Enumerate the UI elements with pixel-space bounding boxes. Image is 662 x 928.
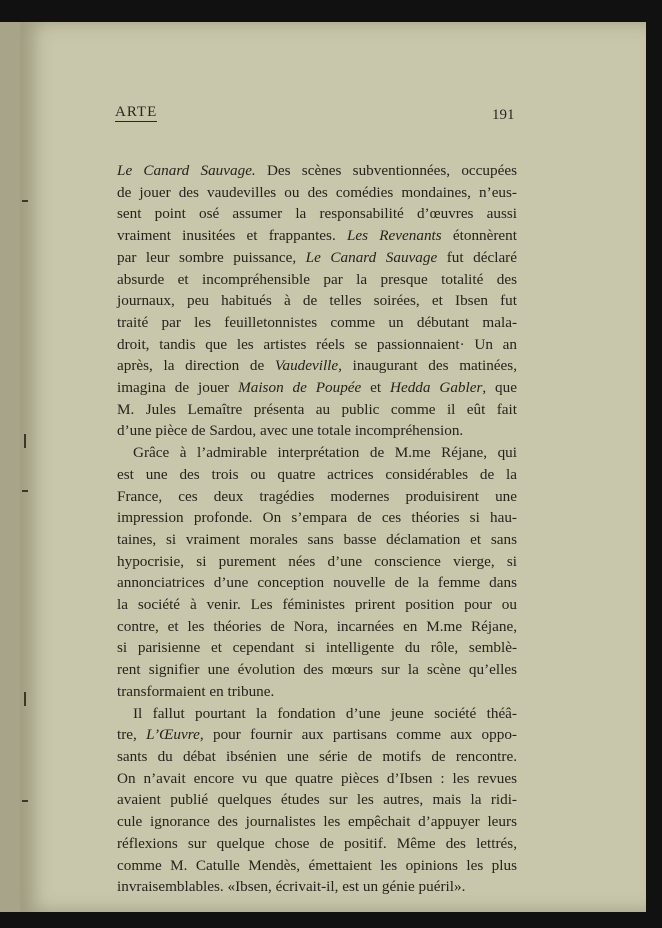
text-run: étonnèrent [441,227,517,245]
margin-mark [22,200,28,202]
text-line [117,160,517,182]
text-run: transformaient en tribune. [117,682,275,700]
text-run: tre, [117,726,147,744]
text-run: M. Jules Lemaître présenta au public comme il eût fait [117,400,517,418]
italic-title: Hedda Gabler [390,379,483,397]
text-line [117,746,517,768]
margin-mark [24,692,26,706]
text-run: traité par les feuilletonnistes comme un débutant mala- [117,313,517,331]
text-line [117,637,517,659]
text-run: On n’avait encore vu que quatre pièces d’Ibsen : les revues [117,769,517,787]
text-line [117,420,517,442]
text-run: après, la direction de [117,357,275,375]
text-run: de jouer des vaudevilles ou des comédies mondaines, n’eus- [117,183,517,201]
text-line [117,724,517,746]
text-line [117,529,517,551]
text-run: comme M. Catulle Mendès, émettaient les opinions les plus [117,856,517,874]
text-line [117,616,517,638]
text-run: absurde et incompréhensible par la presque totalité des [117,270,517,288]
text-line [117,594,517,616]
italic-title: Les Revenants [346,227,442,245]
text-line [117,855,517,877]
text-line [117,182,517,204]
text-run: Il fallut pourtant la fondation d’une jeune société théâ- [133,704,517,722]
text-run: contre, et les théories de Nora, incarnées en M.me Réjane, [117,617,517,635]
text-line [117,811,517,833]
text-line [117,507,517,529]
text-line [117,312,517,334]
text-line [117,789,517,811]
text-run: la société à venir. Les féministes prirent position pour ou [117,596,517,614]
text-run: impression profonde. On s’empara de ces théories si hau- [117,509,517,527]
text-run: Grâce à l’admirable interprétation de M.me Réjane, qui [133,444,517,462]
text-run: est une des trois ou quatre actrices considérables de la [117,465,517,483]
text-line [117,203,517,225]
text-line [117,572,517,594]
text-run: imagina de jouer [117,379,239,397]
text-line [117,247,517,269]
text-run: , pour fournir aux partisans comme aux oppo- [199,726,517,744]
text-line [117,464,517,486]
text-line [117,681,517,703]
text-line [117,399,517,421]
margin-mark [22,490,28,492]
running-head: ARTE [115,104,158,120]
text-run: rent signifier une évolution des mœurs sur la scène qu’elles [117,661,517,679]
text-line [117,486,517,508]
text-line [117,355,517,377]
italic-title: Vaudeville, [274,357,342,375]
text-line [117,377,517,399]
text-line [117,876,517,898]
text-line [117,290,517,312]
text-line [117,269,517,291]
text-line [117,703,517,725]
text-run: inaugurant des matinées, [341,357,517,375]
page-number: 191 [492,107,515,123]
text-run: , que [482,379,517,397]
text-run: hypocrisie, si purement nées d’une conscience vierge, si [117,552,517,570]
text-line [117,768,517,790]
text-run: et [361,379,390,397]
text-line [117,442,517,464]
text-line [117,659,517,681]
italic-title: Le Canard Sauvage. [117,162,256,179]
text-run: d’une pièce de Sardou, avec une totale incompréhension. [117,422,464,440]
text-run: par leur sombre puissance, [117,248,306,266]
text-line [117,833,517,855]
text-run: taines, si vraiment morales sans basse déclamation et sans [117,530,517,548]
text-run: cule ignorance des journalistes les empêchait d’appuyer leurs [117,813,517,831]
text-run: invraisemblables. «Ibsen, écrivait-il, est un génie puéril». [117,878,466,896]
margin-mark [24,434,26,448]
text-run: fut déclaré [437,248,517,266]
text-run: Des scènes subventionnées, occupées [255,162,517,179]
text-line [117,225,517,247]
text-run: journaux, peu habitués à de telles soirées, et Ibsen fut [117,292,517,310]
text-run: si parisienne et cependant si intelligente du rôle, semblè- [117,639,517,657]
text-run: avaient publié quelques études sur les autres, mais la ridi- [117,791,517,809]
text-line [117,551,517,573]
margin-mark [22,800,28,802]
text-line [117,334,517,356]
text-run: sants du débat ibsénien une série de motifs de rencontre. [117,747,517,765]
text-run: annonciatrices d’une conception nouvelle de la femme dans [117,574,517,592]
text-run: réflexions sur quelque chose de positif. Même des lettrés, [117,834,517,852]
italic-title: L’Œuvre [146,726,200,744]
text-run: droit, tandis que les artistes réels se passionnaient· Un an [117,335,517,353]
italic-title: Maison de Poupée [238,379,362,397]
italic-title: Le Canard Sauvage [305,248,438,266]
text-run: France, ces deux tragédies modernes produisirent une [117,487,517,505]
text-run: vraiment inusitées et frappantes. [117,227,347,245]
text-run: sent point osé assumer la responsabilité d’œuvres aussi [117,205,517,223]
body-text [117,160,517,898]
